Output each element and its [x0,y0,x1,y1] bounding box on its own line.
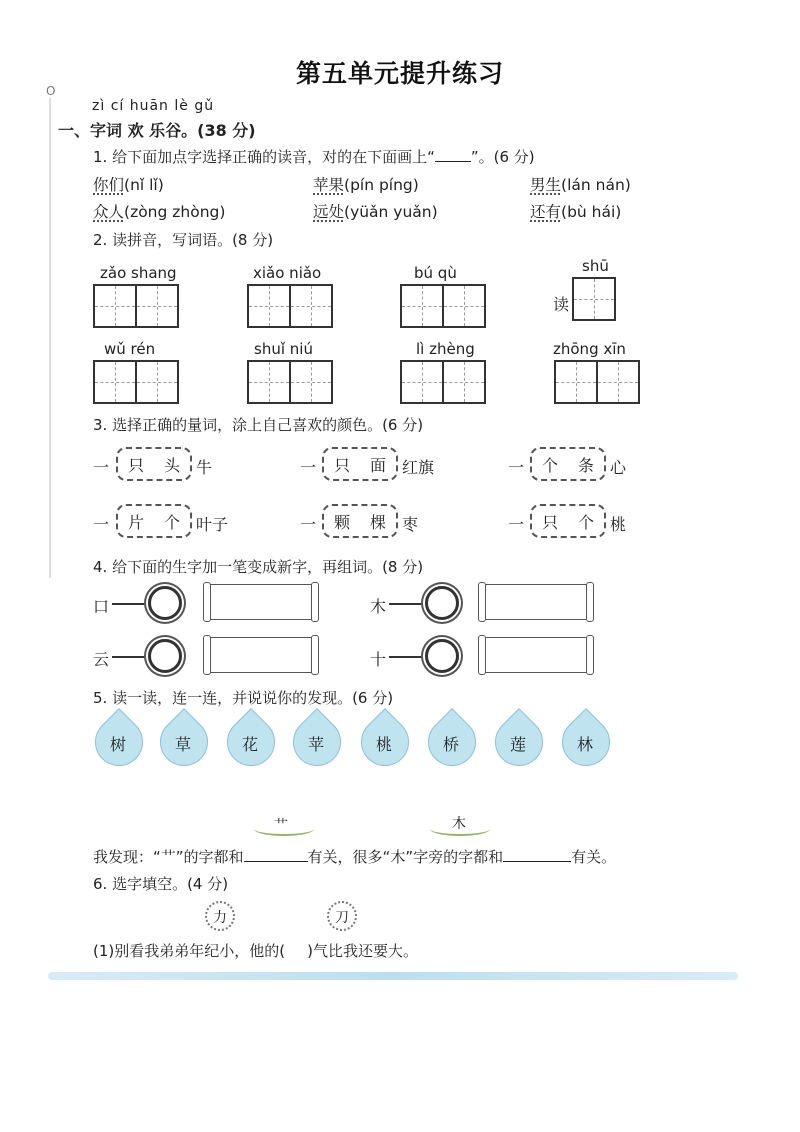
noun: 牛 [196,458,213,477]
measure-word-frame[interactable]: 颗 棵 [322,504,398,538]
one-char: 一 [93,458,110,477]
one-char: 一 [93,515,110,534]
drop-char: 林 [576,735,593,754]
pinyin-label: bú qù [414,264,457,282]
writing-grid[interactable] [554,360,640,404]
writing-grid[interactable] [400,284,486,328]
pinyin-label: shū [582,257,609,275]
noun: 桃 [610,515,627,534]
scroll-answer-box[interactable] [206,584,316,620]
decorative-band [48,972,738,980]
noun: 心 [610,458,627,477]
pinyin-label: lì zhèng [416,340,475,358]
measure-word-frame[interactable]: 个 条 [530,447,606,481]
q4-prompt: 4. 给下面的生字加一笔变成新字，再组词。(8 分) [93,558,424,576]
scroll-answer-box[interactable] [481,637,591,673]
measure-word-frame[interactable]: 只 个 [530,504,606,538]
pinyin-label: xiǎo niǎo [253,264,322,282]
one-char: 一 [300,458,317,477]
writing-grid[interactable] [572,277,616,321]
q1-prompt: 1. 给下面加点字选择正确的读音，对的在下面画上“ ”。(6 分) [93,148,535,166]
scroll-answer-box[interactable] [206,637,316,673]
pinyin-label: wǔ rén [104,340,156,358]
pinyin-label: zhōng xīn [553,340,626,358]
q1-item[interactable]: 远处(yüǎn yuǎn) [313,203,438,221]
connector [112,656,148,658]
flower-answer-box[interactable] [425,639,459,673]
margin-line [49,98,51,578]
q5-prompt: 5. 读一读，连一连，并说说你的发现。(6 分) [93,689,394,707]
measure-word-frame[interactable]: 只 头 [116,447,192,481]
connector [389,656,425,658]
connector [389,603,425,605]
drop-char: 桥 [442,735,459,754]
flower-answer-box[interactable] [148,586,182,620]
q6-sentence: (1)别看我弟弟年纪小，他的( )气比我还要大。 [93,942,418,960]
drop-char: 树 [109,735,126,754]
q2-prompt: 2. 读拼音，写词语。(8 分) [93,231,274,249]
section-title: 一、字词 欢 乐谷。(38 分) [58,121,256,140]
writing-grid[interactable] [93,360,179,404]
base-char: 云 [93,650,110,669]
scroll-answer-box[interactable] [481,584,591,620]
q3-prompt: 3. 选择正确的量词，涂上自己喜欢的颜色。(6 分) [93,416,424,434]
base-char: 十 [370,650,387,669]
answer-blank[interactable] [244,847,308,862]
drop-char: 草 [174,735,191,754]
q1-item[interactable]: 男生(lán nán) [530,176,631,194]
drop-char: 花 [241,735,258,754]
q1-item[interactable]: 还有(bù hái) [530,203,622,221]
drop-char: 莲 [509,735,526,754]
prefix-char: 读 [553,295,570,314]
q1-item[interactable]: 苹果(pín píng) [313,176,419,194]
drop-char: 桃 [375,735,392,754]
answer-blank[interactable] [503,847,571,862]
one-char: 一 [508,515,525,534]
noun: 叶子 [196,515,229,534]
writing-grid[interactable] [247,284,333,328]
q6-prompt: 6. 选字填空。(4 分) [93,875,229,893]
leaf-radical: 木 [452,816,466,832]
one-char: 一 [508,458,525,477]
page-title: 第五单元提升练习 [295,59,504,88]
q1-item[interactable]: 你们(nǐ lǐ) [93,176,164,194]
leaf-radical: 艹 [274,818,288,834]
flower-answer-box[interactable] [148,639,182,673]
section-pinyin: zì cí huān lè gǔ [92,98,215,114]
connector [112,603,148,605]
writing-grid[interactable] [93,284,179,328]
finding-sentence: 我发现：“艹”的字都和 有关，很多“木”字旁的字都和 有关。 [93,848,617,866]
base-char: 木 [370,597,387,616]
flower-answer-box[interactable] [425,586,459,620]
option-char[interactable]: 刀 [327,901,357,931]
noun: 红旗 [402,458,435,477]
pinyin-label: shuǐ niú [254,340,313,358]
drop-char: 苹 [307,735,324,754]
one-char: 一 [300,515,317,534]
writing-grid[interactable] [247,360,333,404]
writing-grid[interactable] [400,360,486,404]
base-char: 口 [93,597,110,616]
q1-item[interactable]: 众人(zòng zhòng) [93,203,226,221]
answer-blank-sample [435,147,471,162]
option-char[interactable]: 力 [205,901,235,931]
measure-word-frame[interactable]: 片 个 [116,504,192,538]
pinyin-label: zǎo shang [100,264,177,282]
margin-mark: O [46,84,56,98]
measure-word-frame[interactable]: 只 面 [322,447,398,481]
noun: 枣 [402,515,419,534]
